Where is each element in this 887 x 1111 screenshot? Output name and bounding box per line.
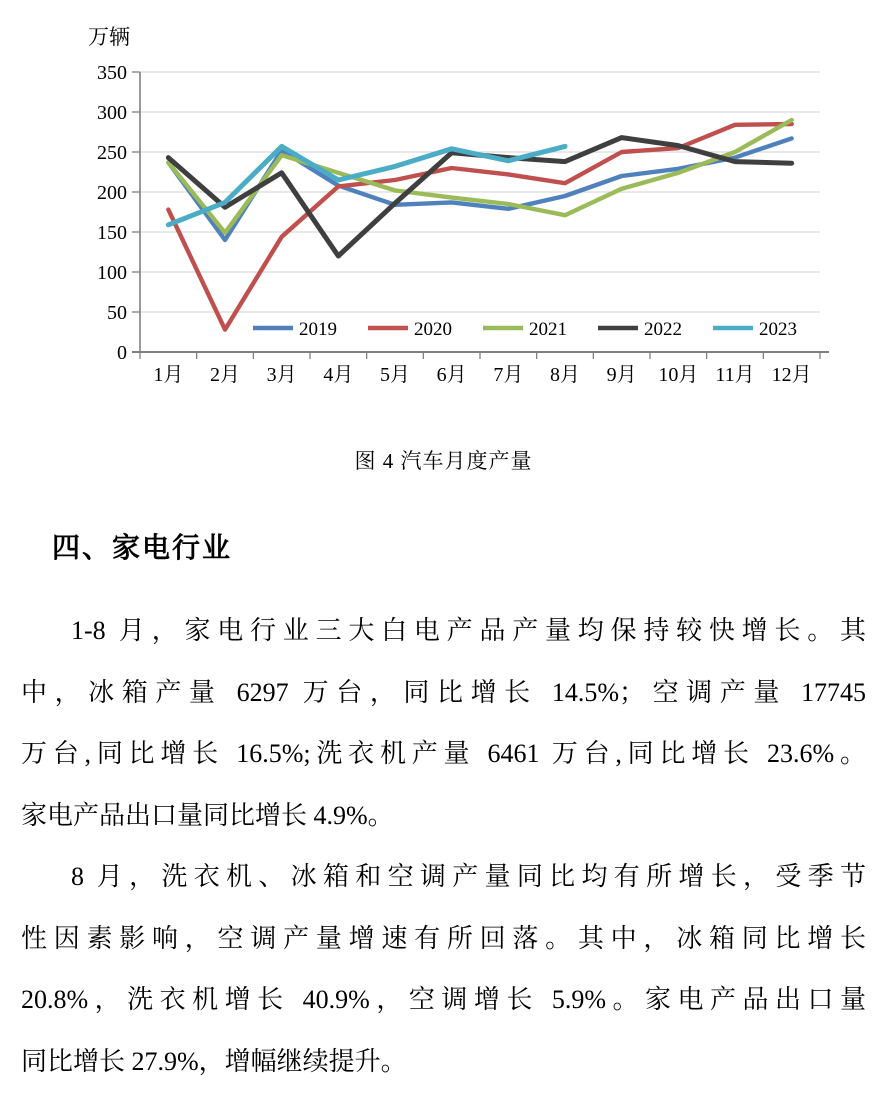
svg-text:10月: 10月 xyxy=(658,364,699,386)
svg-text:150: 150 xyxy=(97,222,127,244)
legend xyxy=(253,319,797,340)
svg-text:9月: 9月 xyxy=(606,364,637,386)
paragraph-2-line-4: 同比增长 27.9%，增幅继续提升。 xyxy=(21,1046,407,1076)
paragraph-1-line-1: 1-8 月，家电行业三大白电产品产量均保持较快增长。其 xyxy=(71,616,866,645)
gridlines xyxy=(140,72,820,312)
paragraph-2-line-2: 性因素影响，空调产量增速有所回落。其中，冰箱同比增长 xyxy=(21,923,866,953)
legend-item-2023 xyxy=(713,319,797,340)
svg-text:6月: 6月 xyxy=(436,364,467,386)
legend-item-2019 xyxy=(253,319,337,340)
legend-label-2021: 2021 xyxy=(529,319,567,340)
legend-item-2022 xyxy=(598,319,682,340)
legend-label-2019: 2019 xyxy=(299,319,337,340)
svg-text:5月: 5月 xyxy=(380,364,410,386)
svg-text:7月: 7月 xyxy=(493,364,524,386)
svg-text:11月: 11月 xyxy=(715,364,755,386)
paragraph-2-line-1: 8 月，洗衣机、冰箱和空调产量同比均有所增长，受季节 xyxy=(71,862,866,891)
y-axis-labels xyxy=(97,62,127,364)
section-heading: 四、家电行业 xyxy=(52,532,233,563)
x-axis-labels xyxy=(153,364,811,386)
legend-label-2023: 2023 xyxy=(759,319,797,340)
figure-caption: 图 4 汽车月度产量 xyxy=(354,449,533,473)
svg-text:0: 0 xyxy=(117,342,127,364)
svg-text:8月: 8月 xyxy=(550,364,580,386)
svg-text:1月: 1月 xyxy=(153,364,184,386)
legend-item-2021 xyxy=(483,319,567,340)
monthly-auto-production-chart xyxy=(0,0,887,400)
paragraph-1-line-4: 家电产品出口量同比增长 4.9%。 xyxy=(21,800,394,830)
paragraph-2-line-3: 20.8%，洗衣机增长 40.9%，空调增长 5.9%。家电产品出口量 xyxy=(21,985,866,1014)
svg-text:100: 100 xyxy=(97,262,127,284)
svg-text:300: 300 xyxy=(97,102,127,124)
svg-text:350: 350 xyxy=(97,62,127,84)
svg-text:4月: 4月 xyxy=(323,364,354,386)
svg-text:3月: 3月 xyxy=(266,364,297,386)
svg-text:12月: 12月 xyxy=(771,364,812,386)
legend-label-2022: 2022 xyxy=(644,319,682,340)
svg-text:50: 50 xyxy=(107,302,127,324)
svg-text:200: 200 xyxy=(97,182,127,204)
svg-text:2月: 2月 xyxy=(210,364,240,386)
legend-label-2020: 2020 xyxy=(414,319,452,340)
paragraph-1-line-3: 万台,同比增长 16.5%;洗衣机产量 6461 万台,同比增长 23.6%。 xyxy=(21,739,866,768)
series-line-2021 xyxy=(168,120,791,233)
body-text xyxy=(21,600,866,1092)
svg-text:250: 250 xyxy=(97,142,127,164)
legend-item-2020 xyxy=(368,319,452,340)
paragraph-1-line-2: 中，冰箱产量 6297 万台，同比增长 14.5%；空调产量 17745 xyxy=(21,677,866,707)
y-axis-unit-label: 万辆 xyxy=(88,25,130,49)
series-line-2023 xyxy=(168,146,565,224)
